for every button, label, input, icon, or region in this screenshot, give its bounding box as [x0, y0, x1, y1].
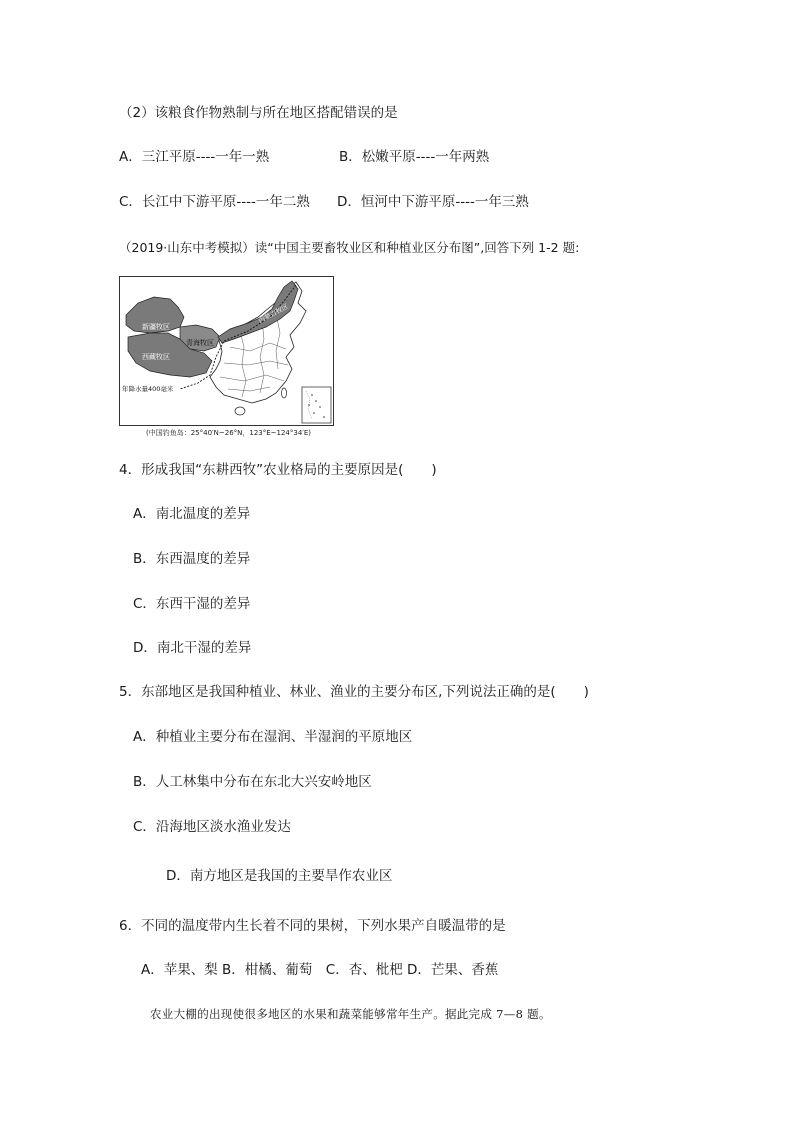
- label-xizang: 西藏牧区: [142, 353, 170, 361]
- label-rainfall-line: 年降水量400毫米: [122, 385, 174, 393]
- section-intro: （2019·山东中考模拟）读“中国主要畜牧业区和种植业区分布图”,回答下列 1-2 题:: [119, 240, 580, 255]
- q2-stem: （2）该粮食作物熟制与所在地区搭配错误的是: [119, 105, 398, 121]
- q4-option-d: D．南北干湿的差异: [133, 640, 252, 656]
- q4-option-c: C．东西干湿的差异: [133, 596, 251, 612]
- q6-options: A．苹果、梨 B．柑橘、葡萄 C．杏、枇杷 D．芒果、香蕉: [141, 962, 499, 978]
- q5-option-a: A．种植业主要分布在湿润、半湿润的平原地区: [133, 729, 413, 745]
- label-qinghai: 青海牧区: [186, 339, 214, 347]
- q2-option-a: A．三江平原----一年一熟: [119, 149, 270, 165]
- south-china-sea-inset: [302, 387, 331, 423]
- label-xinjiang: 新疆牧区: [142, 323, 170, 331]
- q2-option-c: C．长江中下游平原----一年二熟: [119, 194, 310, 210]
- taiwan-island: [282, 388, 287, 398]
- map-caption: (中国钓鱼岛：25°40′N~26°N，123°E~124°34′E): [146, 429, 312, 437]
- q5-stem: 5．东部地区是我国种植业、林业、渔业的主要分布区,下列说法正确的是( ): [119, 684, 589, 700]
- label-neimenggu: 内蒙古牧区: [257, 302, 290, 325]
- section-note-7-8: 农业大棚的出现使很多地区的水果和蔬菜能够常年生产。据此完成 7—8 题。: [150, 1007, 551, 1021]
- q2-option-b: B．松嫩平原----一年两熟: [339, 149, 490, 165]
- q5-option-d: D．南方地区是我国的主要旱作农业区: [166, 868, 393, 884]
- q4-option-b: B．东西温度的差异: [133, 551, 251, 567]
- q2-option-d: D．恒河中下游平原----一年三熟: [337, 194, 529, 210]
- q5-option-c: C．沿海地区淡水渔业发达: [133, 819, 291, 835]
- q6-stem: 6．不同的温度带内生长着不同的果树，下列水果产自暖温带的是: [119, 918, 506, 934]
- q4-stem: 4．形成我国“东耕西牧”农业格局的主要原因是( ): [119, 462, 437, 478]
- q4-option-a: A．南北温度的差异: [133, 506, 251, 522]
- china-agriculture-map: [119, 276, 334, 426]
- hainan-island: [235, 407, 245, 415]
- q5-option-b: B．人工林集中分布在东北大兴安岭地区: [133, 774, 372, 790]
